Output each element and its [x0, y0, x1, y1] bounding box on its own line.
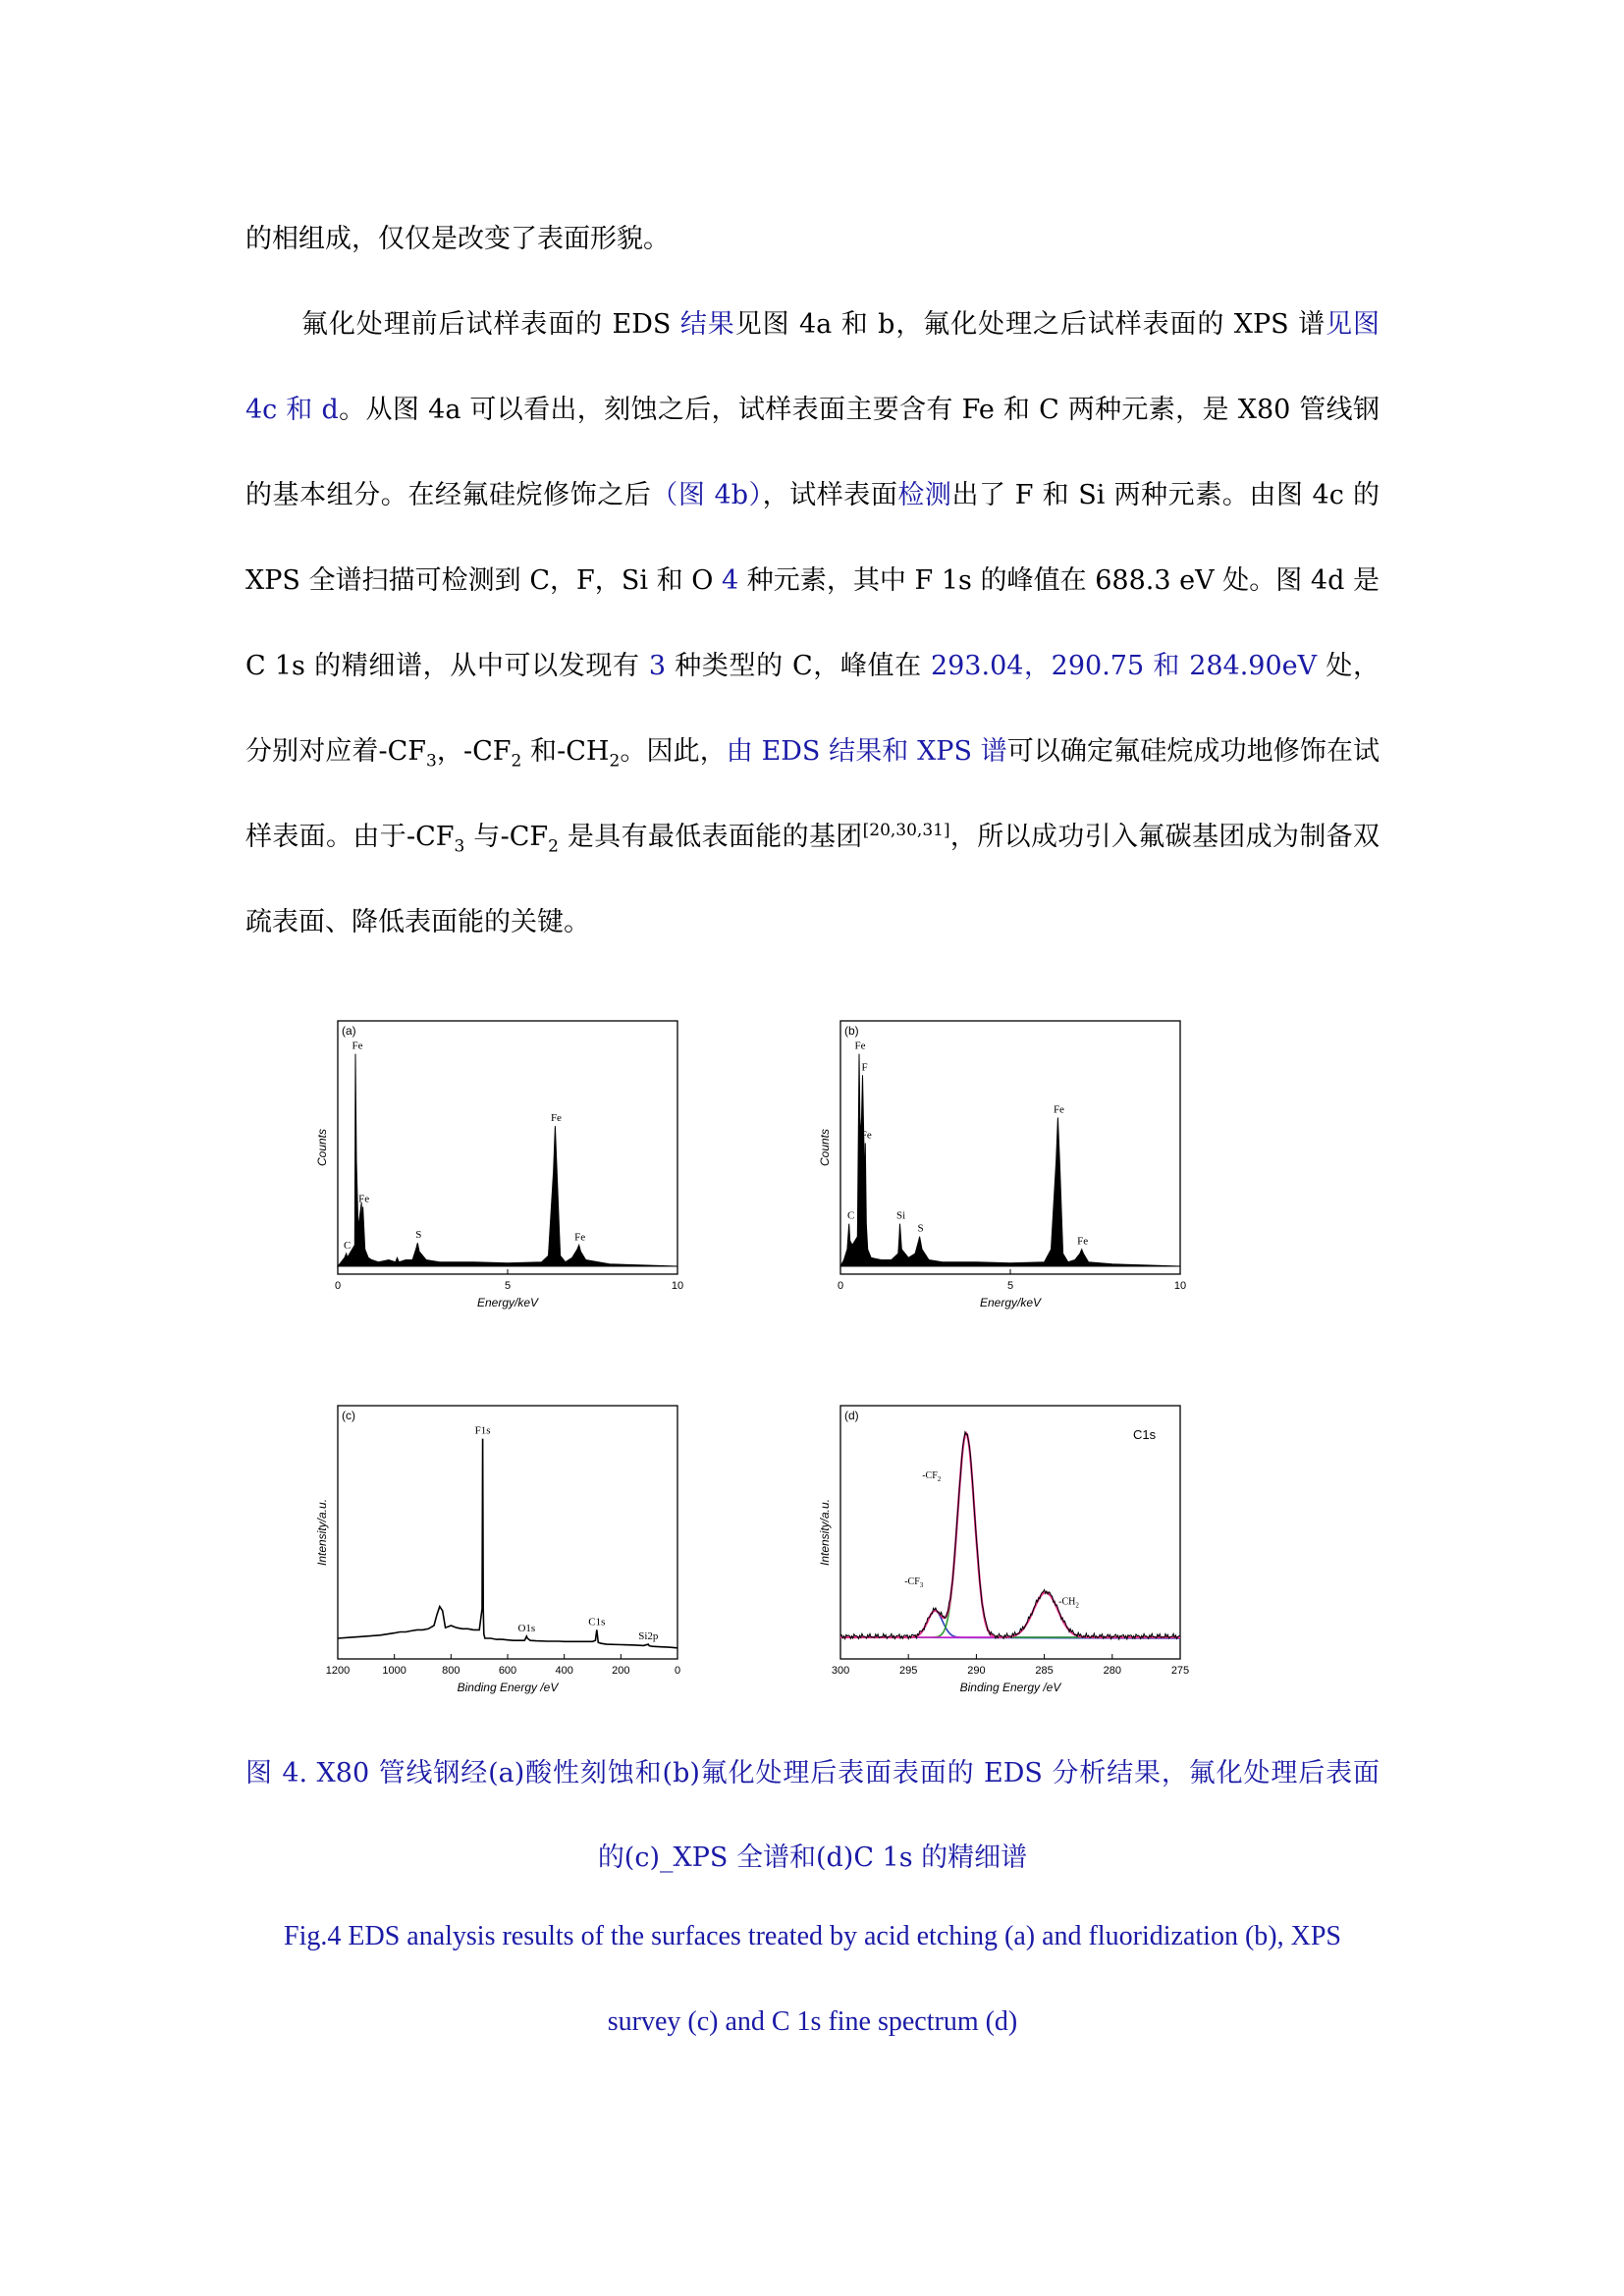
plot-area [818, 1406, 1189, 1694]
fit-component-3 [840, 1592, 1180, 1637]
peak-label: S [415, 1229, 422, 1242]
y-axis-label: Intensity/a.u. [818, 1498, 832, 1567]
x-tick-label: 295 [899, 1665, 918, 1677]
plot-frame [338, 1406, 677, 1659]
peak-label: Fe [1077, 1235, 1089, 1248]
plot-frame [840, 1021, 1180, 1274]
peak-label: C [343, 1240, 352, 1253]
y-axis-label: Intensity/a.u. [315, 1498, 329, 1567]
peak-label: S [917, 1222, 924, 1235]
chart-c [315, 1402, 687, 1710]
x-tick-label: 290 [967, 1665, 986, 1677]
spectrum-line [338, 1439, 677, 1648]
plot-area [315, 1021, 683, 1309]
x-tick-label: 800 [442, 1665, 460, 1677]
peak-label: $-CF_3$ [904, 1575, 924, 1589]
y-axis-label: Counts [315, 1128, 329, 1167]
peak-label: Fe [352, 1040, 363, 1052]
figure-caption-cn-2: 的(c)_XPS 全谱和(d)C 1s 的精细谱 [597, 1842, 1028, 1873]
panel-label: (d) [844, 1409, 859, 1422]
x-tick-label: 1200 [325, 1665, 351, 1677]
x-tick-label: 285 [1035, 1665, 1054, 1677]
x-tick-label: 400 [555, 1665, 573, 1677]
x-axis-label: Energy/keV [979, 1296, 1042, 1309]
x-tick-label: 5 [1006, 1280, 1014, 1292]
plot-frame [338, 1021, 677, 1274]
x-axis-label: Binding Energy /eV [457, 1681, 559, 1694]
paragraph-2: 氟化处理前后试样表面的 EDS 结果见图 4a 和 b，氟化处理之后试样表面的 XPS 谱见图 4c 和 d。从图 4a 可以看出，刻蚀之后，试样表面主要含有 Fe 和 C 两种元素，是 X80 管线钢的基本组分。在经氟硅烷修饰之后（图 4b），试样表面检测出了 F 和 Si 两种元素。由图 4c 的 XPS 全谱扫描可检测到 C，F，Si 和 O 4 种元素，其中 F 1s 的峰值在 688.3 eV 处。图 4d 是 C 1s 的精细谱，从中可以发现有 3 种类型的 C，峰值在 293.04，290.75 和 284.90eV 处，分别对应着$-CF_3$，$-CF_2$ 和$-CH_2$。因此，由 EDS 结果和 XPS 谱可以确定氟硅烷成功地修饰在试样表面。由于$-CF_3$ 与$-CF_2$ 是具有最低表面能的基团[20,30,31]，所以成功引入氟碳基团成为制备双疏表面、降低表面能的关键。 [245, 309, 1380, 937]
peak-label: Fe [1053, 1103, 1064, 1116]
plot-frame [840, 1406, 1180, 1659]
y-axis-label: Counts [818, 1128, 832, 1167]
panel-label: (b) [844, 1024, 859, 1038]
peak-label: Fe [358, 1193, 370, 1205]
plot-area [315, 1406, 680, 1694]
peak-label: Si2p [638, 1630, 659, 1643]
x-tick-label: 1000 [382, 1665, 406, 1677]
peak-label: F1s [474, 1424, 491, 1437]
chart-a [315, 1017, 687, 1325]
x-tick-label: 200 [612, 1665, 630, 1677]
x-tick-label: 0 [674, 1665, 681, 1677]
peak-label: Fe [860, 1129, 872, 1142]
x-tick-label: 10 [1173, 1280, 1187, 1292]
peak-label: Fe [574, 1231, 586, 1244]
peak-label: C1s [588, 1616, 606, 1629]
x-tick-label: 300 [831, 1665, 850, 1677]
x-tick-label: 275 [1170, 1665, 1190, 1677]
figure-caption-en-1: Fig.4 EDS analysis results of the surfaces treated by acid etching (a) and fluoridization (b), XPS [284, 1921, 1341, 1951]
fit-envelope [840, 1433, 1180, 1637]
x-tick-label: 0 [837, 1280, 844, 1292]
peak-label: $-CH_2$ [1058, 1596, 1079, 1610]
peak-label: O1s [517, 1622, 536, 1634]
peak-label: Fe [550, 1112, 562, 1125]
peak-label: Fe [854, 1040, 866, 1052]
peak-label: $-CF_2$ [922, 1469, 942, 1483]
spectrum-fill [840, 1054, 1180, 1266]
peak-label: F [861, 1061, 868, 1074]
x-tick-label: 600 [498, 1665, 517, 1677]
figure-caption-en-2: survey (c) and C 1s fine spectrum (d) [607, 2006, 1018, 2037]
paragraph-1: 的相组成，仅仅是改变了表面形貌。 [245, 224, 670, 254]
x-axis-label: Binding Energy /eV [959, 1681, 1061, 1694]
chart-b [818, 1017, 1190, 1325]
panel-label: (c) [342, 1409, 355, 1422]
x-tick-label: 5 [504, 1280, 512, 1292]
peak-label: C [847, 1209, 855, 1222]
x-tick-label: 0 [334, 1280, 342, 1292]
fit-component-2 [840, 1433, 1180, 1637]
chart-d [818, 1402, 1190, 1710]
peak-label-sub: 2 [1075, 1601, 1079, 1610]
x-tick-label: 10 [671, 1280, 684, 1292]
peak-label-sub: 3 [919, 1580, 924, 1589]
spectrum-fill [338, 1054, 677, 1266]
x-axis-label: Energy/keV [476, 1296, 539, 1309]
figure-caption-cn-1: 图 4. X80 管线钢经(a)酸性刻蚀和(b)氟化处理后表面表面的 EDS 分析结果，氟化处理后表面 [245, 1758, 1380, 1789]
panel-label: (a) [342, 1024, 356, 1038]
plot-area [818, 1021, 1186, 1309]
peak-label-sub: 2 [937, 1474, 942, 1483]
raw-data-line [840, 1432, 1180, 1639]
peak-label: Si [895, 1209, 906, 1222]
annotation-label: C1s [1133, 1427, 1157, 1442]
x-tick-label: 280 [1103, 1665, 1121, 1677]
